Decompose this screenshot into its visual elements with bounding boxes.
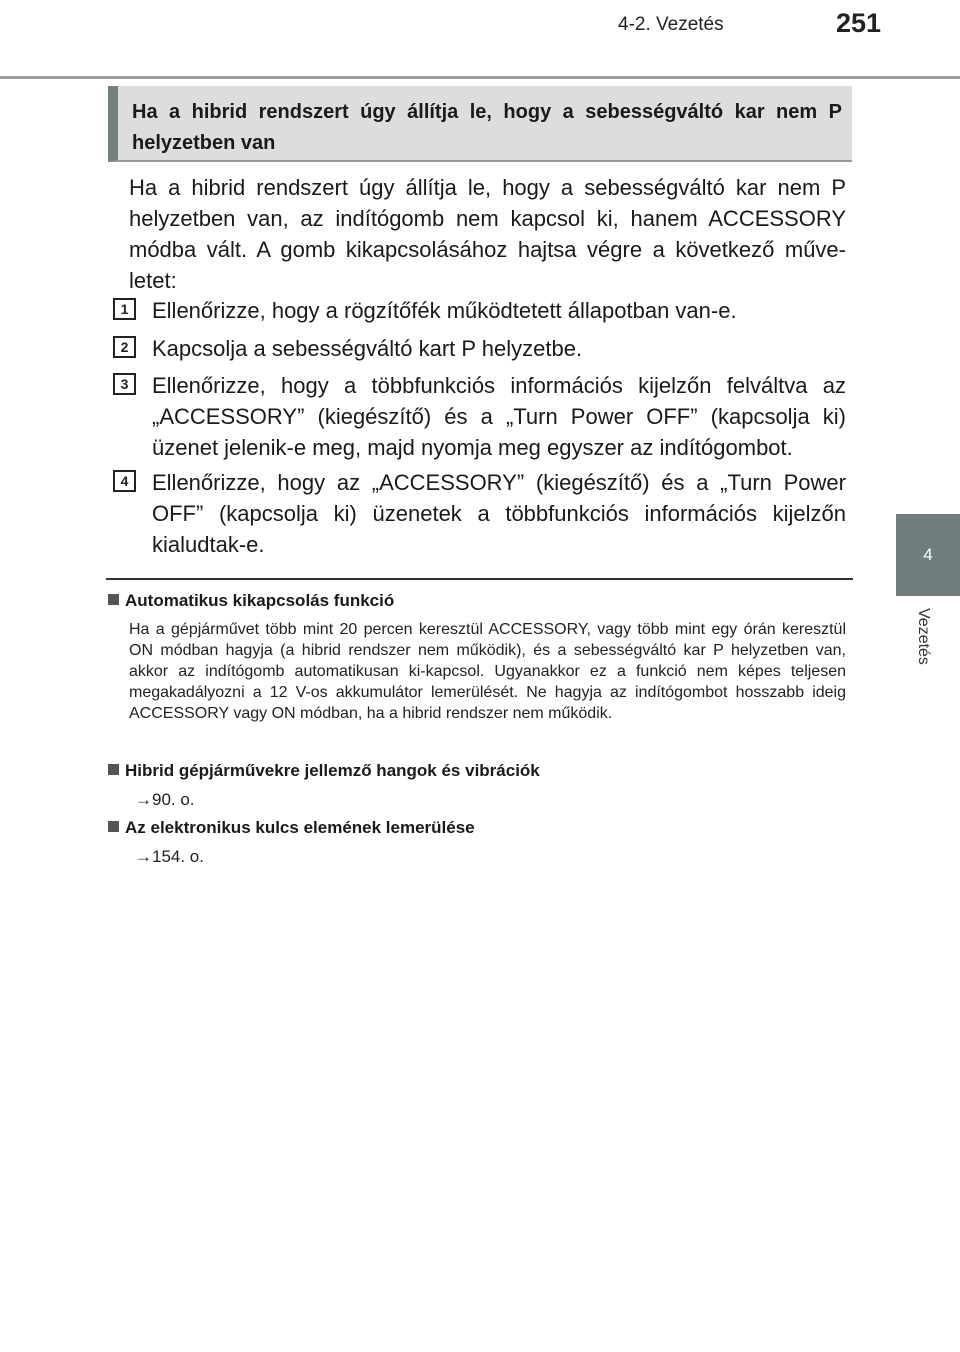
step-text: Ellenőrizze, hogy a rögzítőfék működtetett állapotban van-e. [152, 298, 737, 323]
running-header-section: 4-2. Vezetés [618, 14, 724, 35]
header-rule [0, 76, 960, 79]
section-divider [106, 578, 853, 580]
square-bullet-icon [108, 821, 119, 832]
note-heading: Hibrid gépjárművekre jellemző hangok és vibrációk [108, 761, 540, 781]
step-text: Ellenőrizze, hogy az „ACCESSORY” (kiegészítő) és a „Turn Power OFF” (kapcsolja ki) üzenetek a többfunkciós információs kijelzőn kialudtak-e. [152, 470, 846, 557]
step-number: 1 [113, 298, 136, 320]
step-text: Kapcsolja a sebességváltó kart P helyzetbe. [152, 336, 583, 361]
chapter-tab [896, 514, 960, 596]
note-heading: Automatikus kikapcsolás funkció [108, 591, 394, 611]
intro-paragraph: Ha a hibrid rendszert úgy állítja le, hogy a sebességváltó kar nem P helyzetben van, az indítógomb nem kapcsol ki, hanem ACCESSORY módba vált. A gomb kikapcsolásához hajtsa végre a következő műve-letet: [129, 175, 846, 293]
chapter-name: Vezetés [915, 608, 932, 665]
page-reference[interactable]: →90. o. [135, 790, 195, 809]
note-body: Ha a gépjárművet több mint 20 percen keresztül ACCESSORY, vagy több mint egy órán keresztül ON módban hagyja (a hibrid rendszer nem működik), és a sebességváltó kar P helyzetben van, akkor az indítógomb automatikusan ki-kapcsol. Ugyanakkor ez a funkció nem képes teljesen megakadályozni a 12 V-os akkumulátor lemerülését. Ne hagyja az indítógombot hosszabb ideig ACCESSORY vagy ON módban, ha a hibrid rendszer nem működik. [129, 621, 846, 722]
step-text: Ellenőrizze, hogy a többfunkciós információs kijelzőn felváltva az „ACCESSORY” (kiegészítő) és a „Turn Power OFF” (kapcsolja ki) üzenet jelenik-e meg, majd nyomja meg egyszer az indítógombot. [152, 373, 846, 460]
section-heading-box [108, 86, 852, 162]
page-reference[interactable]: →154. o. [135, 847, 204, 866]
square-bullet-icon [108, 594, 119, 605]
page-number: 251 [836, 8, 882, 38]
step-number: 4 [113, 470, 136, 492]
note-heading: Az elektronikus kulcs elemének lemerülése [108, 818, 475, 838]
step-number: 2 [113, 336, 136, 358]
chapter-number: 4 [923, 545, 933, 564]
step-number: 3 [113, 373, 136, 395]
section-title: Ha a hibrid rendszert úgy állítja le, hogy a sebességváltó kar nem P helyzetben van [132, 101, 842, 154]
square-bullet-icon [108, 764, 119, 775]
